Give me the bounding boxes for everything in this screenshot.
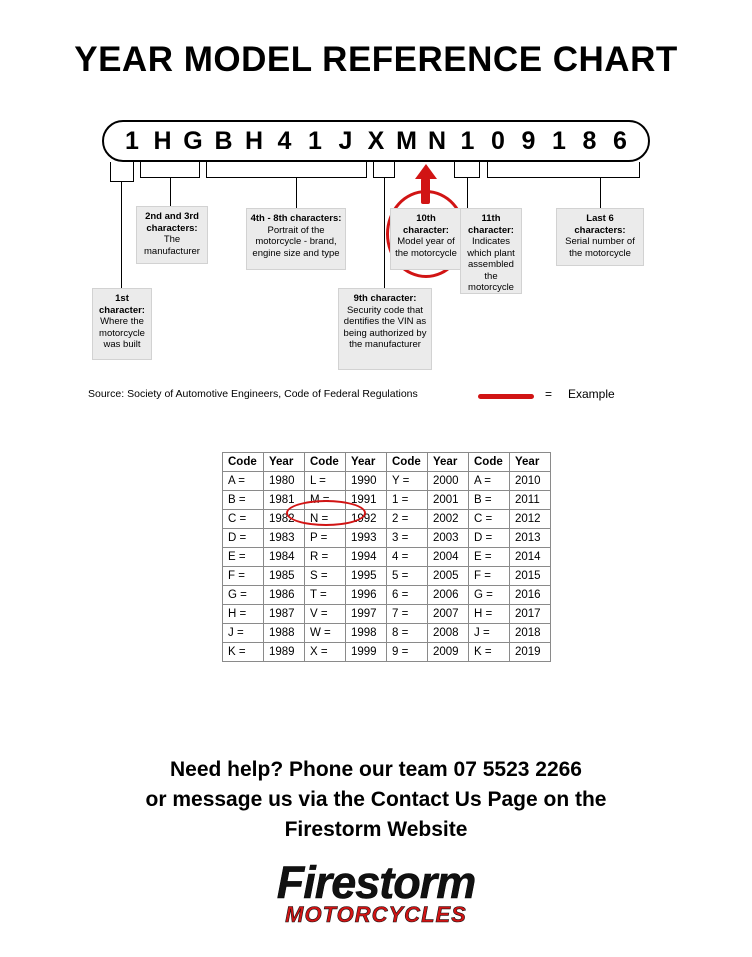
page-title: YEAR MODEL REFERENCE CHART (74, 40, 678, 79)
firestorm-logo (196, 857, 556, 932)
cell-code: C = (469, 510, 510, 529)
cell-year: 1990 (346, 472, 387, 491)
cell-code: 3 = (387, 529, 428, 548)
cell-code: B = (469, 491, 510, 510)
legend-label: Example (568, 387, 615, 401)
cell-code: M = (305, 491, 346, 510)
vin-character: 4 (277, 126, 292, 155)
callout-heading: 4th - 8th characters: (250, 213, 342, 224)
vin-character: 8 (582, 126, 597, 155)
logo-subtext: MOTORCYCLES (285, 902, 467, 927)
table-row (223, 605, 551, 624)
cell-code: K = (469, 643, 510, 662)
leader-line (121, 181, 122, 289)
table-header-row (223, 453, 551, 472)
table-row (223, 643, 551, 662)
callout-body: Portrait of the motorcycle - brand, engine size and type (252, 224, 340, 259)
vin-character: 9 (521, 126, 536, 155)
leader-line (206, 177, 366, 178)
cell-code: P = (305, 529, 346, 548)
cell-year: 1998 (346, 624, 387, 643)
callout-last-six-characters (556, 208, 644, 266)
year-code-table (222, 452, 551, 662)
cell-year: 1984 (264, 548, 305, 567)
cell-code: 1 = (387, 491, 428, 510)
table-row (223, 567, 551, 586)
leader-line (600, 177, 601, 209)
highlight-arrow-head (415, 164, 437, 179)
cell-year: 2008 (428, 624, 469, 643)
table-row (223, 586, 551, 605)
footer-line-2: or message us via the Contact Us Page on the (145, 788, 607, 811)
footer-line-1: Need help? Phone our team 07 5523 2266 (169, 758, 582, 781)
column-header: Code (223, 453, 264, 472)
leader-line (487, 177, 640, 178)
callout-ninth-character (338, 288, 432, 370)
column-header: Year (346, 453, 387, 472)
leader-line (206, 162, 207, 178)
cell-code: F = (469, 567, 510, 586)
cell-code: 2 = (387, 510, 428, 529)
cell-code: Y = (387, 472, 428, 491)
cell-year: 1993 (346, 529, 387, 548)
cell-year: 1994 (346, 548, 387, 567)
leader-line (133, 162, 134, 182)
cell-code: V = (305, 605, 346, 624)
cell-code: E = (469, 548, 510, 567)
column-header: Code (305, 453, 346, 472)
callout-heading: Last 6 characters: (574, 213, 626, 236)
source-note: Source: Society of Automotive Engineers, Code of Federal Regulations (88, 388, 418, 400)
cell-year: 2010 (510, 472, 551, 491)
cell-year: 2003 (428, 529, 469, 548)
callout-body: Indicates which plant assembled the motorcycle (467, 236, 515, 293)
table-row (223, 624, 551, 643)
cell-year: 2012 (510, 510, 551, 529)
vin-character: X (367, 126, 385, 155)
vin-character: 6 (613, 126, 627, 155)
leader-line (467, 177, 468, 209)
cell-code: 7 = (387, 605, 428, 624)
vin-display (102, 120, 650, 162)
cell-year: 1996 (346, 586, 387, 605)
leader-line (199, 162, 200, 178)
cell-year: 1992 (346, 510, 387, 529)
callout-heading: 2nd and 3rd characters: (145, 211, 199, 234)
leader-line (296, 177, 297, 209)
cell-code: T = (305, 586, 346, 605)
cell-code: R = (305, 548, 346, 567)
cell-code: A = (469, 472, 510, 491)
callout-body: Where the motorcycle was built (99, 316, 145, 350)
callout-body: The manufacturer (144, 234, 200, 257)
footer-line-3: Firestorm Website (284, 818, 468, 841)
cell-code: H = (223, 605, 264, 624)
cell-code: S = (305, 567, 346, 586)
cell-year: 2005 (428, 567, 469, 586)
column-header: Code (387, 453, 428, 472)
cell-year: 2009 (428, 643, 469, 662)
cell-code: F = (223, 567, 264, 586)
cell-code: E = (223, 548, 264, 567)
cell-code: D = (223, 529, 264, 548)
cell-year: 2016 (510, 586, 551, 605)
cell-year: 1982 (264, 510, 305, 529)
legend-equals: = (545, 387, 553, 401)
callout-heading: 1st character: (99, 293, 145, 316)
callout-fourth-eighth-characters (246, 208, 346, 270)
cell-code: 8 = (387, 624, 428, 643)
leader-line (373, 162, 374, 178)
cell-year: 1999 (346, 643, 387, 662)
vin-character: B (214, 126, 233, 155)
cell-year: 2004 (428, 548, 469, 567)
table-row (223, 491, 551, 510)
leader-line (394, 162, 395, 178)
callout-heading: 9th character: (353, 293, 417, 304)
cell-code: G = (469, 586, 510, 605)
cell-code: D = (469, 529, 510, 548)
cell-code: H = (469, 605, 510, 624)
cell-year: 1988 (264, 624, 305, 643)
callout-body: Security code that dentifies the VIN as being authorized by the manufacturer (343, 304, 427, 350)
contact-footer (0, 755, 752, 845)
cell-code: J = (469, 624, 510, 643)
cell-year: 1980 (264, 472, 305, 491)
cell-code: N = (305, 510, 346, 529)
vin-character: 1 (125, 126, 139, 155)
cell-code: X = (305, 643, 346, 662)
cell-code: A = (223, 472, 264, 491)
cell-year: 1997 (346, 605, 387, 624)
cell-year: 1987 (264, 605, 305, 624)
table-row (223, 510, 551, 529)
leader-line (110, 162, 111, 182)
column-header: Year (264, 453, 305, 472)
callout-first-character (92, 288, 152, 360)
leader-line (384, 177, 385, 289)
cell-year: 1986 (264, 586, 305, 605)
leader-line (479, 162, 480, 178)
table-row (223, 529, 551, 548)
callout-tenth-character (390, 208, 462, 270)
cell-code: 4 = (387, 548, 428, 567)
cell-year: 2013 (510, 529, 551, 548)
highlight-arrow-shaft (421, 178, 430, 204)
cell-year: 1981 (264, 491, 305, 510)
leader-line (366, 162, 367, 178)
leader-line (110, 181, 134, 182)
cell-year: 2000 (428, 472, 469, 491)
column-header: Code (469, 453, 510, 472)
cell-year: 2006 (428, 586, 469, 605)
cell-year: 2018 (510, 624, 551, 643)
leader-line (454, 162, 455, 178)
callout-second-third-characters (136, 206, 208, 264)
leader-line (170, 177, 171, 207)
vin-character: H (244, 126, 264, 155)
vin-character: N (427, 126, 447, 155)
leader-line (639, 162, 640, 178)
cell-year: 1991 (346, 491, 387, 510)
table-row (223, 472, 551, 491)
cell-code: 9 = (387, 643, 428, 662)
column-header: Year (510, 453, 551, 472)
cell-year: 2011 (510, 491, 551, 510)
vin-character: 0 (491, 126, 505, 155)
table-row (223, 548, 551, 567)
cell-year: 1985 (264, 567, 305, 586)
cell-code: J = (223, 624, 264, 643)
cell-year: 2002 (428, 510, 469, 529)
callout-heading: 10th character: (403, 213, 449, 236)
cell-year: 2007 (428, 605, 469, 624)
cell-year: 2015 (510, 567, 551, 586)
cell-year: 2017 (510, 605, 551, 624)
cell-code: G = (223, 586, 264, 605)
cell-code: L = (305, 472, 346, 491)
cell-code: 5 = (387, 567, 428, 586)
logo-wordmark: Firestorm (276, 857, 476, 908)
callout-eleventh-character (460, 208, 522, 294)
cell-year: 2019 (510, 643, 551, 662)
callout-body: Serial number of the motorcycle (565, 236, 635, 259)
vin-character: 1 (552, 126, 566, 155)
cell-year: 2014 (510, 548, 551, 567)
cell-year: 1989 (264, 643, 305, 662)
cell-year: 1995 (346, 567, 387, 586)
cell-year: 1983 (264, 529, 305, 548)
cell-code: K = (223, 643, 264, 662)
cell-code: C = (223, 510, 264, 529)
cell-code: W = (305, 624, 346, 643)
cell-code: 6 = (387, 586, 428, 605)
callout-heading: 11th character: (468, 213, 514, 236)
leader-line (487, 162, 488, 178)
vin-character: H (153, 126, 172, 155)
cell-year: 2001 (428, 491, 469, 510)
cell-code: B = (223, 491, 264, 510)
vin-character: 1 (460, 126, 475, 155)
legend-example-swatch (478, 394, 534, 399)
vin-character: M (396, 126, 417, 155)
callout-body: Model year of the motorcycle (395, 236, 457, 259)
vin-character: J (338, 126, 353, 155)
vin-character: 1 (308, 126, 322, 155)
highlight-circle-table-cell (286, 500, 366, 526)
vin-character: G (183, 126, 203, 155)
column-header: Year (428, 453, 469, 472)
leader-line (140, 162, 141, 178)
